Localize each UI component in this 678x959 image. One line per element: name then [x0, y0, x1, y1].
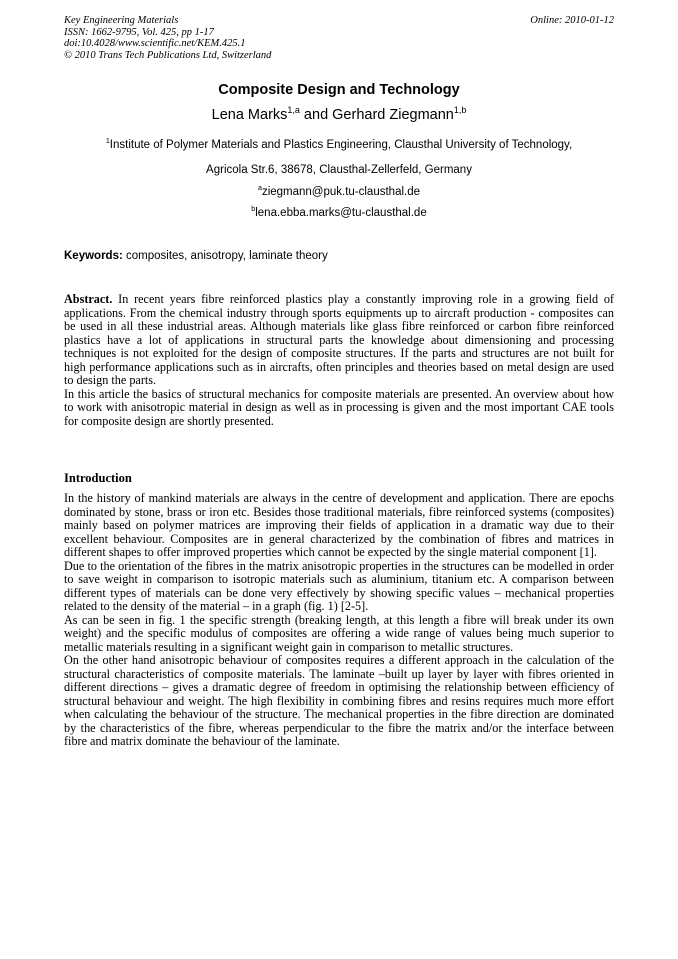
author-line	[0, 107, 678, 123]
journal-name: Key Engineering Materials	[64, 15, 179, 26]
email-b-sup: b	[251, 205, 256, 214]
author-1: Lena Marks	[211, 107, 288, 123]
introduction-paragraph-4: On the other hand anisotropic behaviour of composites requires a different approach in the calculation of the structural characteristics of composite materials. The laminate –built up layer by layer with fibres oriented in different directions – gives a dramatic degree of freedom in optimising the relationship between efficiency of structural behaviour and weight. The high flexibility in combining fibres and resins requires much more effort when calculating the behaviour of the structure. The mechanical properties in the fibre direction are dominated by the characteristics of the fibre, whereas perpendicular to the fibre the matrix and/or the interface between fibre and matrix dominate the behaviour of the laminate.	[64, 653, 614, 748]
introduction-heading: Introduction	[64, 471, 132, 485]
abstract-text-1: In recent years fibre reinforced plastics play a constantly improving role in a growing field of applications. From the chemical industry through sports equipments up to aircraft production - composites can be used in all these industrial areas. Although materials like glass fibre reinforced or carbon fibre reinforced plastics have a lot of applications in structural parts the knowledge about dimensioning and processing techniques is not exploited for the design of composite structures. If the parts and structures are not built for high performance applications such as in aircrafts, often principles and theories based on metal design are used to design the parts.	[64, 292, 614, 387]
online-date: Online: 2010-01-12	[530, 15, 614, 26]
doi-line: doi:10.4028/www.scientific.net/KEM.425.1	[64, 38, 246, 49]
affiliation-sup: 1	[105, 137, 110, 146]
keywords-line	[64, 250, 328, 262]
author-1-sup: 1,a	[287, 105, 300, 116]
copyright-line: © 2010 Trans Tech Publications Ltd, Switzerland	[64, 49, 272, 61]
introduction-section	[64, 492, 614, 749]
email-b-line	[0, 207, 678, 219]
abstract-paragraph-1	[64, 293, 614, 388]
abstract-label: Abstract.	[64, 292, 113, 306]
keywords-text: composites, anisotropy, laminate theory	[122, 250, 328, 262]
paper-title: Composite Design and Technology	[218, 82, 460, 98]
author-and: and	[299, 107, 333, 123]
introduction-paragraph-1: In the history of mankind materials are always in the centre of development and application. There are epochs dominated by stone, brass or iron etc. Besides those traditional materials, fibre reinforced systems (composites) mainly based on polymer matrices are improving their fields of application in a dramatic way due to their excellent behaviour. Composites are in general characterized by the combination of fibres and matrices in different shapes to offer improved properties which cannot be expected by the single material component [1].	[64, 491, 614, 559]
abstract-paragraph-2: In this article the basics of structural mechanics for composite materials are presented. An overview about how to work with anisotropic material in design as well as in processing is given and the most important CAE tools for composite design are shortly presented.	[64, 386, 614, 428]
email-b: lena.ebba.marks@tu-clausthal.de	[255, 207, 427, 219]
abstract-section	[64, 293, 614, 428]
email-a-line	[0, 186, 678, 198]
introduction-paragraph-3: As can be seen in fig. 1 the specific strength (breaking length, at this length a fibre will break under its own weight) and the specific modulus of composites are offering a wide range of values being much superior to metallic materials resulting in a significant weight gain in comparison to metallic structures.	[64, 612, 614, 654]
journal-header	[64, 15, 614, 61]
email-a: ziegmann@puk.tu-clausthal.de	[261, 186, 421, 198]
email-a-sup: a	[257, 184, 262, 193]
affiliation-line-2: Agricola Str.6, 38678, Clausthal-Zellerfeld, Germany	[206, 164, 472, 176]
author-2-sup: 1,b	[453, 105, 467, 116]
issn-line: ISSN: 1662-9795, Vol. 425, pp 1-17	[64, 26, 214, 38]
affiliation-text-1: Institute of Polymer Materials and Plastics Engineering, Clausthal University of Technology,	[109, 139, 573, 151]
introduction-paragraph-2: Due to the orientation of the fibres in the matrix anisotropic properties in the structures can be modelled in order to save weight in comparison to isotropic materials such as aluminium, titanium etc. A comparison between different types of materials can be done very effectively by showing specific values – mechanical properties related to the density of the material – in a graph (fig. 1) [2-5].	[64, 558, 614, 613]
author-2: Gerhard Ziegmann	[332, 107, 454, 123]
affiliation-line-1	[0, 139, 678, 151]
keywords-label: Keywords:	[64, 250, 123, 262]
